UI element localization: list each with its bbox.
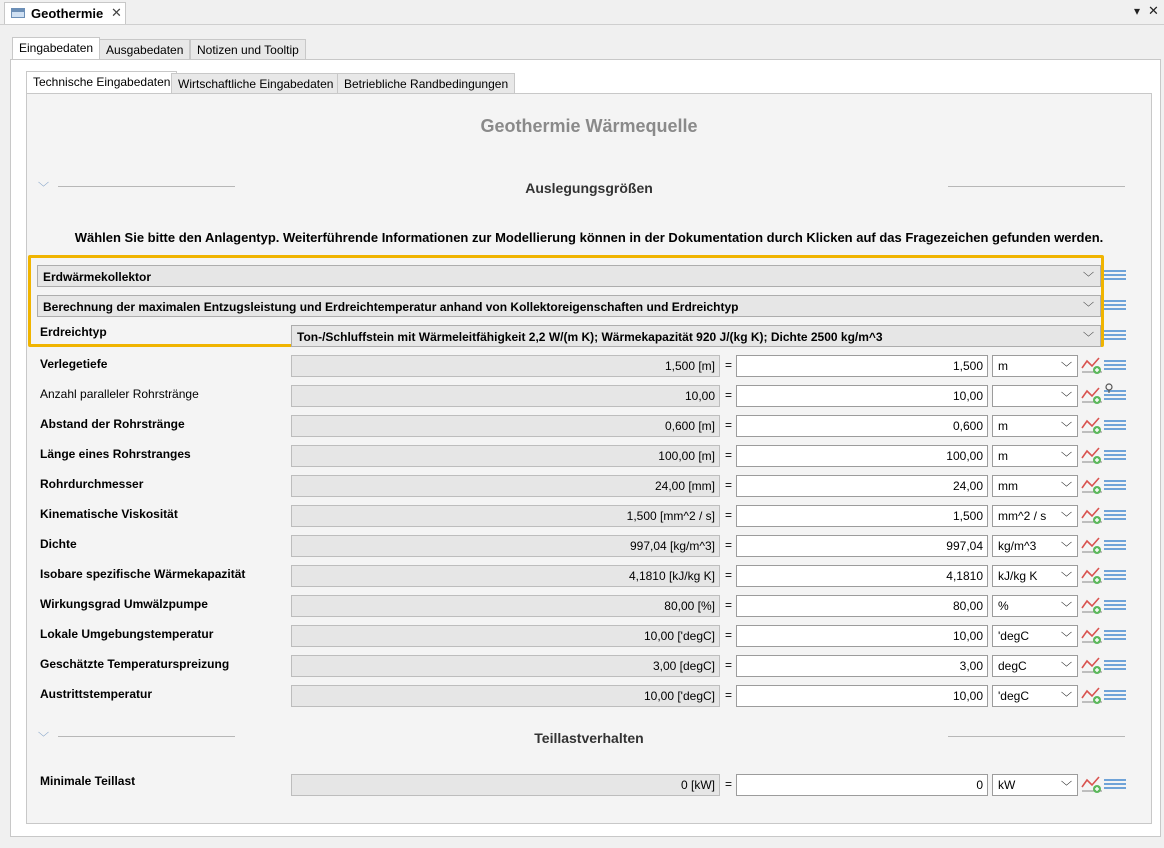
list-icon[interactable] [1104,267,1126,285]
row-6-unit-select[interactable] [992,535,1078,557]
chart-add-icon[interactable] [1081,535,1103,555]
page-title: Geothermie Wärmequelle [480,116,698,136]
list-icon[interactable] [1104,417,1126,435]
chart-add-icon[interactable] [1081,565,1103,585]
chevron-down-icon: ﹀ [1061,632,1072,644]
chevron-down-icon: ﹀ [1061,781,1072,793]
row-10-unit-select[interactable] [992,655,1078,677]
chart-add-icon[interactable] [1081,445,1103,465]
row-9-readonly: 10,00 ['degC] [291,625,720,647]
chart-add-icon[interactable] [1081,385,1103,405]
row-11-unit-select[interactable] [992,685,1078,707]
unit-value: % [998,599,1009,613]
document-tab-title: Geothermie [31,6,104,21]
minimale-teillast-input[interactable]: 0 [736,774,988,796]
minimale-teillast-unit-select[interactable] [992,774,1078,796]
document-tab-geothermie[interactable] [4,2,126,24]
list-icon[interactable] [1104,657,1126,675]
chevron-down-icon: ﹀ [1083,332,1094,344]
equals-sign: = [725,448,733,462]
row-9-label: Lokale Umgebungstemperatur [40,627,214,641]
equals-sign: = [725,568,733,582]
tab-technische-eingabedaten[interactable]: Technische Eingabedaten [26,71,177,93]
row-6-label: Dichte [40,537,77,551]
row-8-label: Wirkungsgrad Umwälzpumpe [40,597,208,611]
row-3-label: Länge eines Rohrstranges [40,447,191,461]
section-title-auslegung: Auslegungsgrößen [525,180,653,196]
pin-icon[interactable] [1104,383,1114,393]
collapse-chevron-icon[interactable]: ﹀ [38,732,49,744]
unit-value: 'degC [998,629,1029,643]
chevron-down-icon: ﹀ [1061,692,1072,704]
chevron-down-icon: ﹀ [1061,392,1072,404]
row-3-readonly: 100,00 [m] [291,445,720,467]
equals-sign: = [725,418,733,432]
list-icon[interactable] [1104,597,1126,615]
row-2-unit-select[interactable] [992,415,1078,437]
chart-add-icon[interactable] [1081,625,1103,645]
row-10-readonly: 3,00 [degC] [291,655,720,677]
anlagentyp-dropdown[interactable] [37,265,1101,287]
row-4-input[interactable]: 24,00 [736,475,988,497]
list-icon[interactable] [1104,627,1126,645]
equals-sign: = [725,598,733,612]
chevron-down-icon: ﹀ [1061,452,1072,464]
equals-sign: = [725,508,733,522]
chevron-down-icon: ﹀ [1083,272,1094,284]
window-icon [11,8,25,18]
unit-value: m [998,449,1008,463]
row-1-unit-select[interactable] [992,385,1078,407]
list-icon[interactable] [1104,297,1126,315]
tab-wirtschaftliche-eingabedaten[interactable]: Wirtschaftliche Eingabedaten [171,73,340,93]
berechnung-dropdown[interactable] [37,295,1101,317]
row-11-input[interactable]: 10,00 [736,685,988,707]
equals-sign: = [725,777,733,791]
row-11-readonly: 10,00 ['degC] [291,685,720,707]
chart-add-icon[interactable] [1081,655,1103,675]
list-icon[interactable] [1104,477,1126,495]
tab-eingabedaten[interactable]: Eingabedaten [12,37,100,59]
list-icon[interactable] [1104,357,1126,375]
row-1-input[interactable]: 10,00 [736,385,988,407]
chevron-down-icon: ﹀ [1061,362,1072,374]
chevron-down-icon[interactable]: ▾ [1134,4,1141,18]
list-icon[interactable] [1104,447,1126,465]
chevron-down-icon: ﹀ [1061,572,1072,584]
row-2-readonly: 0,600 [m] [291,415,720,437]
equals-sign: = [725,388,733,402]
equals-sign: = [725,628,733,642]
minimale-teillast-label: Minimale Teillast [40,774,136,788]
row-0-readonly: 1,500 [m] [291,355,720,377]
chevron-down-icon: ﹀ [1061,542,1072,554]
row-7-readonly: 4,1810 [kJ/kg K] [291,565,720,587]
row-11-label: Austrittstemperatur [40,687,153,701]
row-0-label: Verlegetiefe [40,357,108,371]
chart-add-icon[interactable] [1081,475,1103,495]
unit-value: degC [998,659,1027,673]
row-5-unit-select[interactable] [992,505,1078,527]
chevron-down-icon: ﹀ [1083,302,1094,314]
list-icon[interactable] [1104,687,1126,705]
row-0-input[interactable]: 1,500 [736,355,988,377]
chart-add-icon[interactable] [1081,685,1103,705]
row-8-readonly: 80,00 [%] [291,595,720,617]
row-3-input[interactable]: 100,00 [736,445,988,467]
row-9-input[interactable]: 10,00 [736,625,988,647]
chart-add-icon[interactable] [1081,415,1103,435]
chevron-down-icon: ﹀ [1061,602,1072,614]
chart-add-icon[interactable] [1081,774,1103,794]
equals-sign: = [725,358,733,372]
row-10-label: Geschätzte Temperaturspreizung [40,657,230,671]
document-tab-bar [0,0,1164,25]
row-10-input[interactable]: 3,00 [736,655,988,677]
tab-ausgabedaten[interactable]: Ausgabedaten [99,39,190,59]
row-0-unit-select[interactable] [992,355,1078,377]
chevron-down-icon: ﹀ [1061,422,1072,434]
unit-value: m [998,359,1008,373]
row-7-unit-select[interactable] [992,565,1078,587]
row-5-input[interactable]: 1,500 [736,505,988,527]
erdreichtyp-label: Erdreichtyp [40,325,107,339]
row-3-unit-select[interactable] [992,445,1078,467]
row-4-unit-select[interactable] [992,475,1078,497]
row-5-label: Kinematische Viskosität [40,507,178,521]
section-divider-right [948,736,1125,737]
equals-sign: = [725,688,733,702]
row-5-readonly: 1,500 [mm^2 / s] [291,505,720,527]
close-all-icon[interactable]: ✕ [1148,3,1159,18]
unit-value: kJ/kg K [998,569,1038,583]
equals-sign: = [725,538,733,552]
list-icon[interactable] [1104,776,1126,794]
row-1-label: Anzahl paralleler Rohrstränge [40,387,199,401]
chevron-down-icon: ﹀ [1061,482,1072,494]
unit-value: m [998,419,1008,433]
chart-add-icon[interactable] [1081,355,1103,375]
row-4-label: Rohrdurchmesser [40,477,144,491]
unit-value: mm [998,479,1018,493]
unit-value: 'degC [998,689,1029,703]
list-icon[interactable] [1104,567,1126,585]
row-6-input[interactable]: 997,04 [736,535,988,557]
section-title-teillast: Teillastverhalten [534,730,644,746]
list-icon[interactable] [1104,327,1126,345]
unit-value: mm^2 / s [998,509,1047,523]
chart-add-icon[interactable] [1081,595,1103,615]
close-icon[interactable]: ✕ [111,5,122,20]
erdreichtyp-dropdown[interactable] [291,325,1101,347]
info-text: Wählen Sie bitte den Anlagentyp. Weiterführende Informationen zur Modellierung können in der Dokumentation durch Klicken auf das Fragezeichen gefunden werden. [74,230,1104,245]
berechnung-value: Berechnung der maximalen Entzugsleistung und Erdreichtemperatur anhand von Kollektoreigenschaften und Erdreichtyp [43,300,739,314]
unit-value: kW [998,778,1016,792]
row-6-readonly: 997,04 [kg/m^3] [291,535,720,557]
collapse-chevron-icon[interactable]: ﹀ [38,182,49,194]
minimale-teillast-readonly: 0 [kW] [291,774,720,796]
equals-sign: = [725,658,733,672]
anlagentyp-value: Erdwärmekollektor [43,270,152,284]
chart-add-icon[interactable] [1081,505,1103,525]
equals-sign: = [725,478,733,492]
row-8-unit-select[interactable] [992,595,1078,617]
row-4-readonly: 24,00 [mm] [291,475,720,497]
unit-value: kg/m^3 [998,539,1037,553]
chevron-down-icon: ﹀ [1061,662,1072,674]
row-9-unit-select[interactable] [992,625,1078,647]
tab-betriebliche-randbedingungen[interactable]: Betriebliche Randbedingungen [337,73,515,93]
tab-notizen[interactable]: Notizen und Tooltip [190,39,306,59]
row-7-label: Isobare spezifische Wärmekapazität [40,567,246,581]
list-icon[interactable] [1104,507,1126,525]
row-2-input[interactable]: 0,600 [736,415,988,437]
section-divider-right [948,186,1125,187]
row-8-input[interactable]: 80,00 [736,595,988,617]
erdreichtyp-value: Ton-/Schluffstein mit Wärmeleitfähigkeit 2,2 W/(m K); Wärmekapazität 920 J/(kg K); Dichte 2500 kg/m^3 [297,330,883,344]
row-7-input[interactable]: 4,1810 [736,565,988,587]
row-2-label: Abstand der Rohrstränge [40,417,185,431]
chevron-down-icon: ﹀ [1061,512,1072,524]
list-icon[interactable] [1104,537,1126,555]
row-1-readonly: 10,00 [291,385,720,407]
